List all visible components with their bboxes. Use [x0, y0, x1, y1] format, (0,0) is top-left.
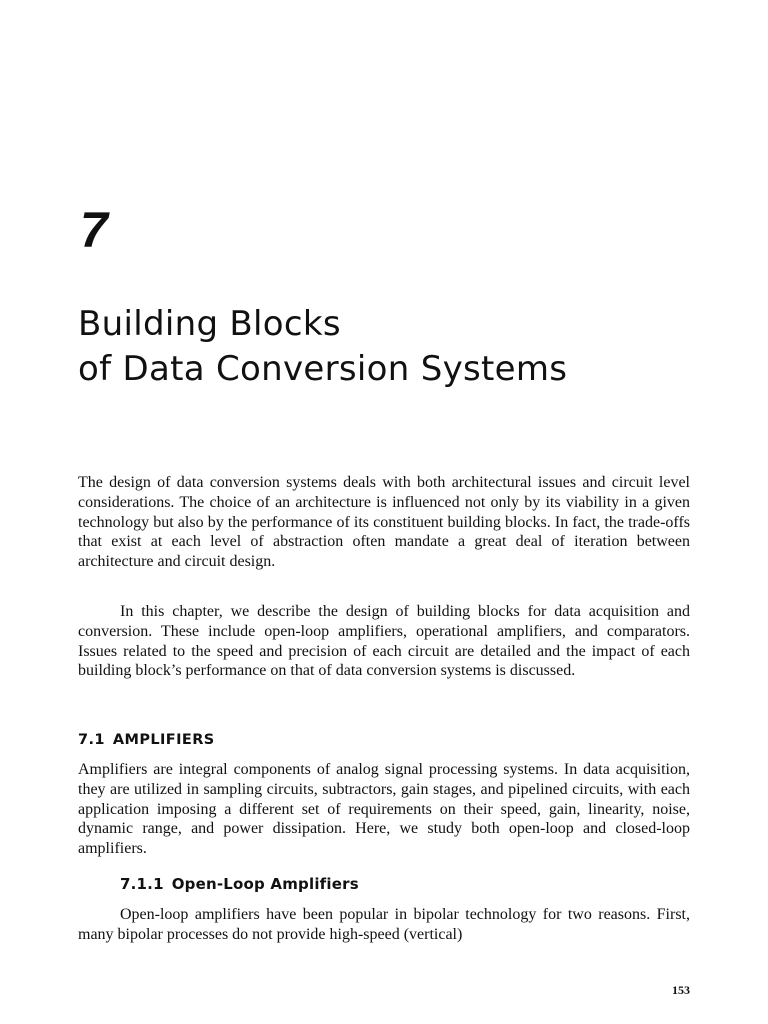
section-paragraph: Amplifiers are integral components of analog signal processing systems. In data acquisition, they are utilized in sampling circuits, subtractors, gain stages, and pipelined circuits, with each application imposing a different set of requirements on their speed, gain, linearity, noise, dynamic range, and power dissipation. Here, we study both open-loop and closed-loop amplifiers.	[78, 761, 690, 858]
subsection-paragraph: Open-loop amplifiers have been popular in bipolar technology for two reasons. First, many bipolar processes do not provide high-speed (vertical)	[78, 906, 690, 943]
chapter-title-line-1: Building Blocks	[78, 304, 341, 344]
section-title: AMPLIFIERS	[112, 732, 215, 748]
subsection-heading	[120, 874, 359, 894]
chapter-title-line-2: of Data Conversion Systems	[78, 349, 568, 389]
chapter-number: 7	[80, 202, 108, 258]
chapter-title	[78, 302, 567, 392]
intro-paragraph-1: The design of data conversion systems deals with both architectural issues and circuit level considerations. The choice of an architecture is influenced not only by its viability in a given technology but also by the performance of its constituent building blocks. In fact, the trade-offs that exist at each level of abstraction often mandate a great deal of iteration between architecture and circuit design.	[78, 474, 690, 571]
subsection-title: Open-Loop Amplifiers	[171, 875, 359, 893]
intro-paragraph-2: In this chapter, we describe the design of building blocks for data acquisition and conversion. These include open-loop amplifiers, operational amplifiers, and comparators. Issues related to the speed and precision of each circuit are detailed and the impact of each building block’s performance on that of data conversion systems is discussed.	[78, 603, 690, 680]
page-number: 153	[672, 983, 690, 997]
section-heading	[78, 730, 215, 750]
subsection-number: 7.1.1	[120, 875, 164, 893]
section-number: 7.1	[78, 732, 105, 748]
